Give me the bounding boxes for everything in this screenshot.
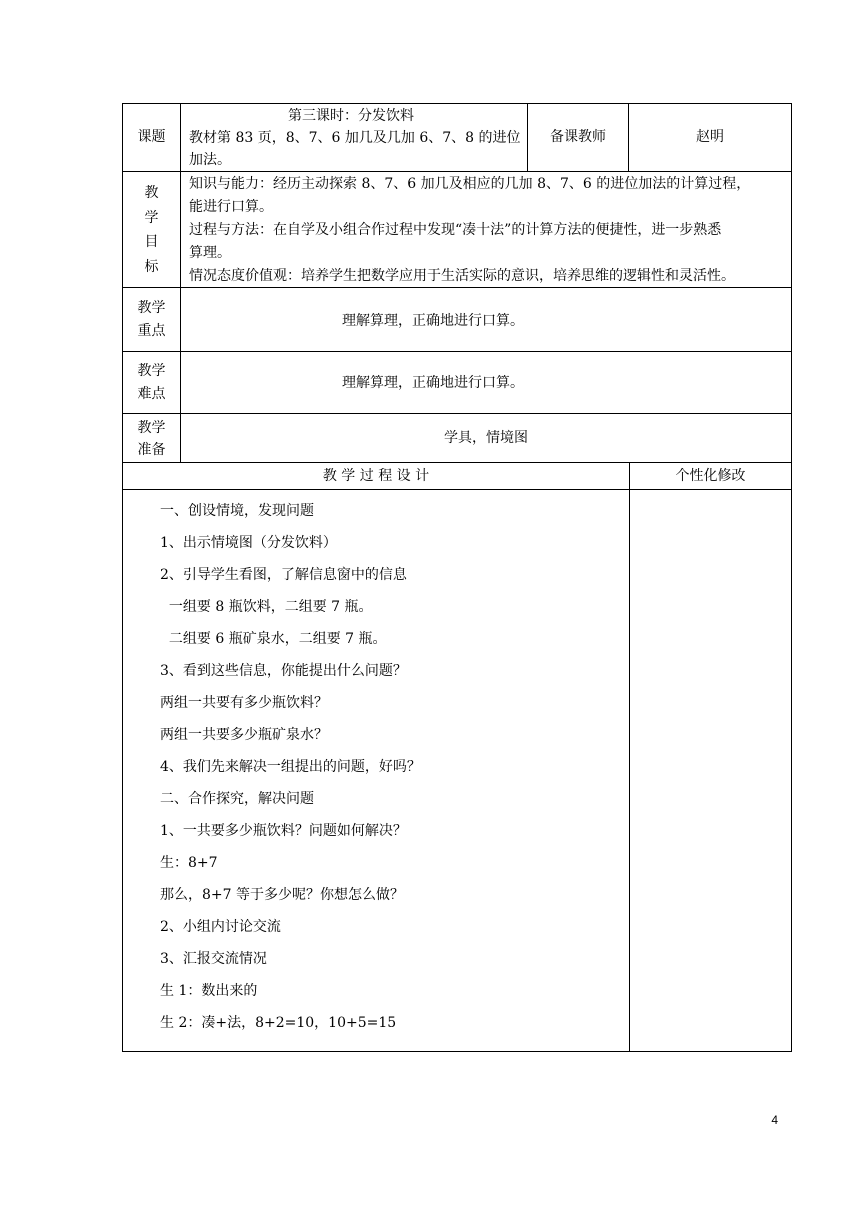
process-line: 生 1：数出来的 (160, 983, 258, 999)
topic-label: 课题 (137, 129, 166, 145)
key-points-text: 理解算理，正确地进行口算。 (342, 313, 524, 329)
key-points-label: 教学 (137, 300, 166, 316)
goal-line: 知识与能力：经历主动探索 8、7、6 加几及相应的几加 8、7、6 的进位加法的计算过程， (189, 176, 751, 192)
process-line: 3、看到这些信息，你能提出什么问题？ (160, 663, 407, 679)
teacher-name: 赵明 (696, 129, 724, 145)
process-line: 两组一共要多少瓶矿泉水？ (160, 727, 328, 743)
process-header: 教 学 过 程 设 计 (322, 468, 430, 484)
goal-line: 过程与方法：在自学及小组合作过程中发现“凑十法”的计算方法的便捷性，进一步熟悉 (189, 222, 722, 238)
teacher-label: 备课教师 (550, 129, 606, 145)
process-line: 1、出示情境图（分发饮料） (160, 535, 337, 551)
key-points-label: 重点 (137, 323, 166, 339)
goal-line: 能进行口算。 (189, 199, 273, 215)
process-line: 1、一共要多少瓶饮料？问题如何解决？ (160, 823, 407, 839)
goal-line: 算理。 (189, 245, 231, 261)
difficulties-text: 理解算理，正确地进行口算。 (342, 375, 524, 391)
topic-detail-line: 教材第 83 页，8、7、6 加几及几加 6、7、8 的进位 (189, 130, 521, 146)
process-line: 一组要 8 瓶饮料，二组要 7 瓶。 (160, 599, 373, 615)
goals-label-char: 标 (144, 259, 159, 275)
process-line: 2、小组内讨论交流 (160, 919, 281, 935)
process-line: 二组要 6 瓶矿泉水，二组要 7 瓶。 (160, 631, 387, 647)
preparation-text: 学具，情境图 (444, 430, 528, 446)
personalization-header: 个性化修改 (675, 468, 746, 484)
process-line: 一、创设情境，发现问题 (160, 503, 314, 519)
process-line: 生：8+7 (160, 855, 218, 871)
preparation-label: 准备 (137, 442, 166, 458)
process-line: 4、我们先来解决一组提出的问题，好吗？ (160, 759, 421, 775)
process-line: 3、汇报交流情况 (160, 951, 267, 967)
process-line: 生 2：凑+法，8+2=10，10+5=15 (160, 1015, 397, 1031)
process-line: 那么，8+7 等于多少呢？你想怎么做？ (160, 887, 404, 903)
topic-detail-line: 加法。 (189, 152, 231, 168)
goals-label-char: 目 (144, 234, 159, 250)
difficulties-label: 教学 (137, 363, 166, 379)
process-line: 两组一共要有多少瓶饮料？ (160, 695, 328, 711)
difficulties-label: 难点 (137, 386, 166, 402)
topic-title: 第三课时：分发饮料 (288, 108, 414, 124)
goals-label-char: 学 (144, 210, 159, 226)
process-line: 2、引导学生看图，了解信息窗中的信息 (160, 567, 407, 583)
preparation-label: 教学 (137, 420, 166, 436)
goals-label-char: 教 (144, 185, 159, 201)
process-line: 二、合作探究，解决问题 (160, 791, 314, 807)
goal-line: 情况态度价值观：培养学生把数学应用于生活实际的意识，培养思维的逻辑性和灵活性。 (189, 268, 735, 284)
page-number: 4 (771, 1113, 778, 1127)
